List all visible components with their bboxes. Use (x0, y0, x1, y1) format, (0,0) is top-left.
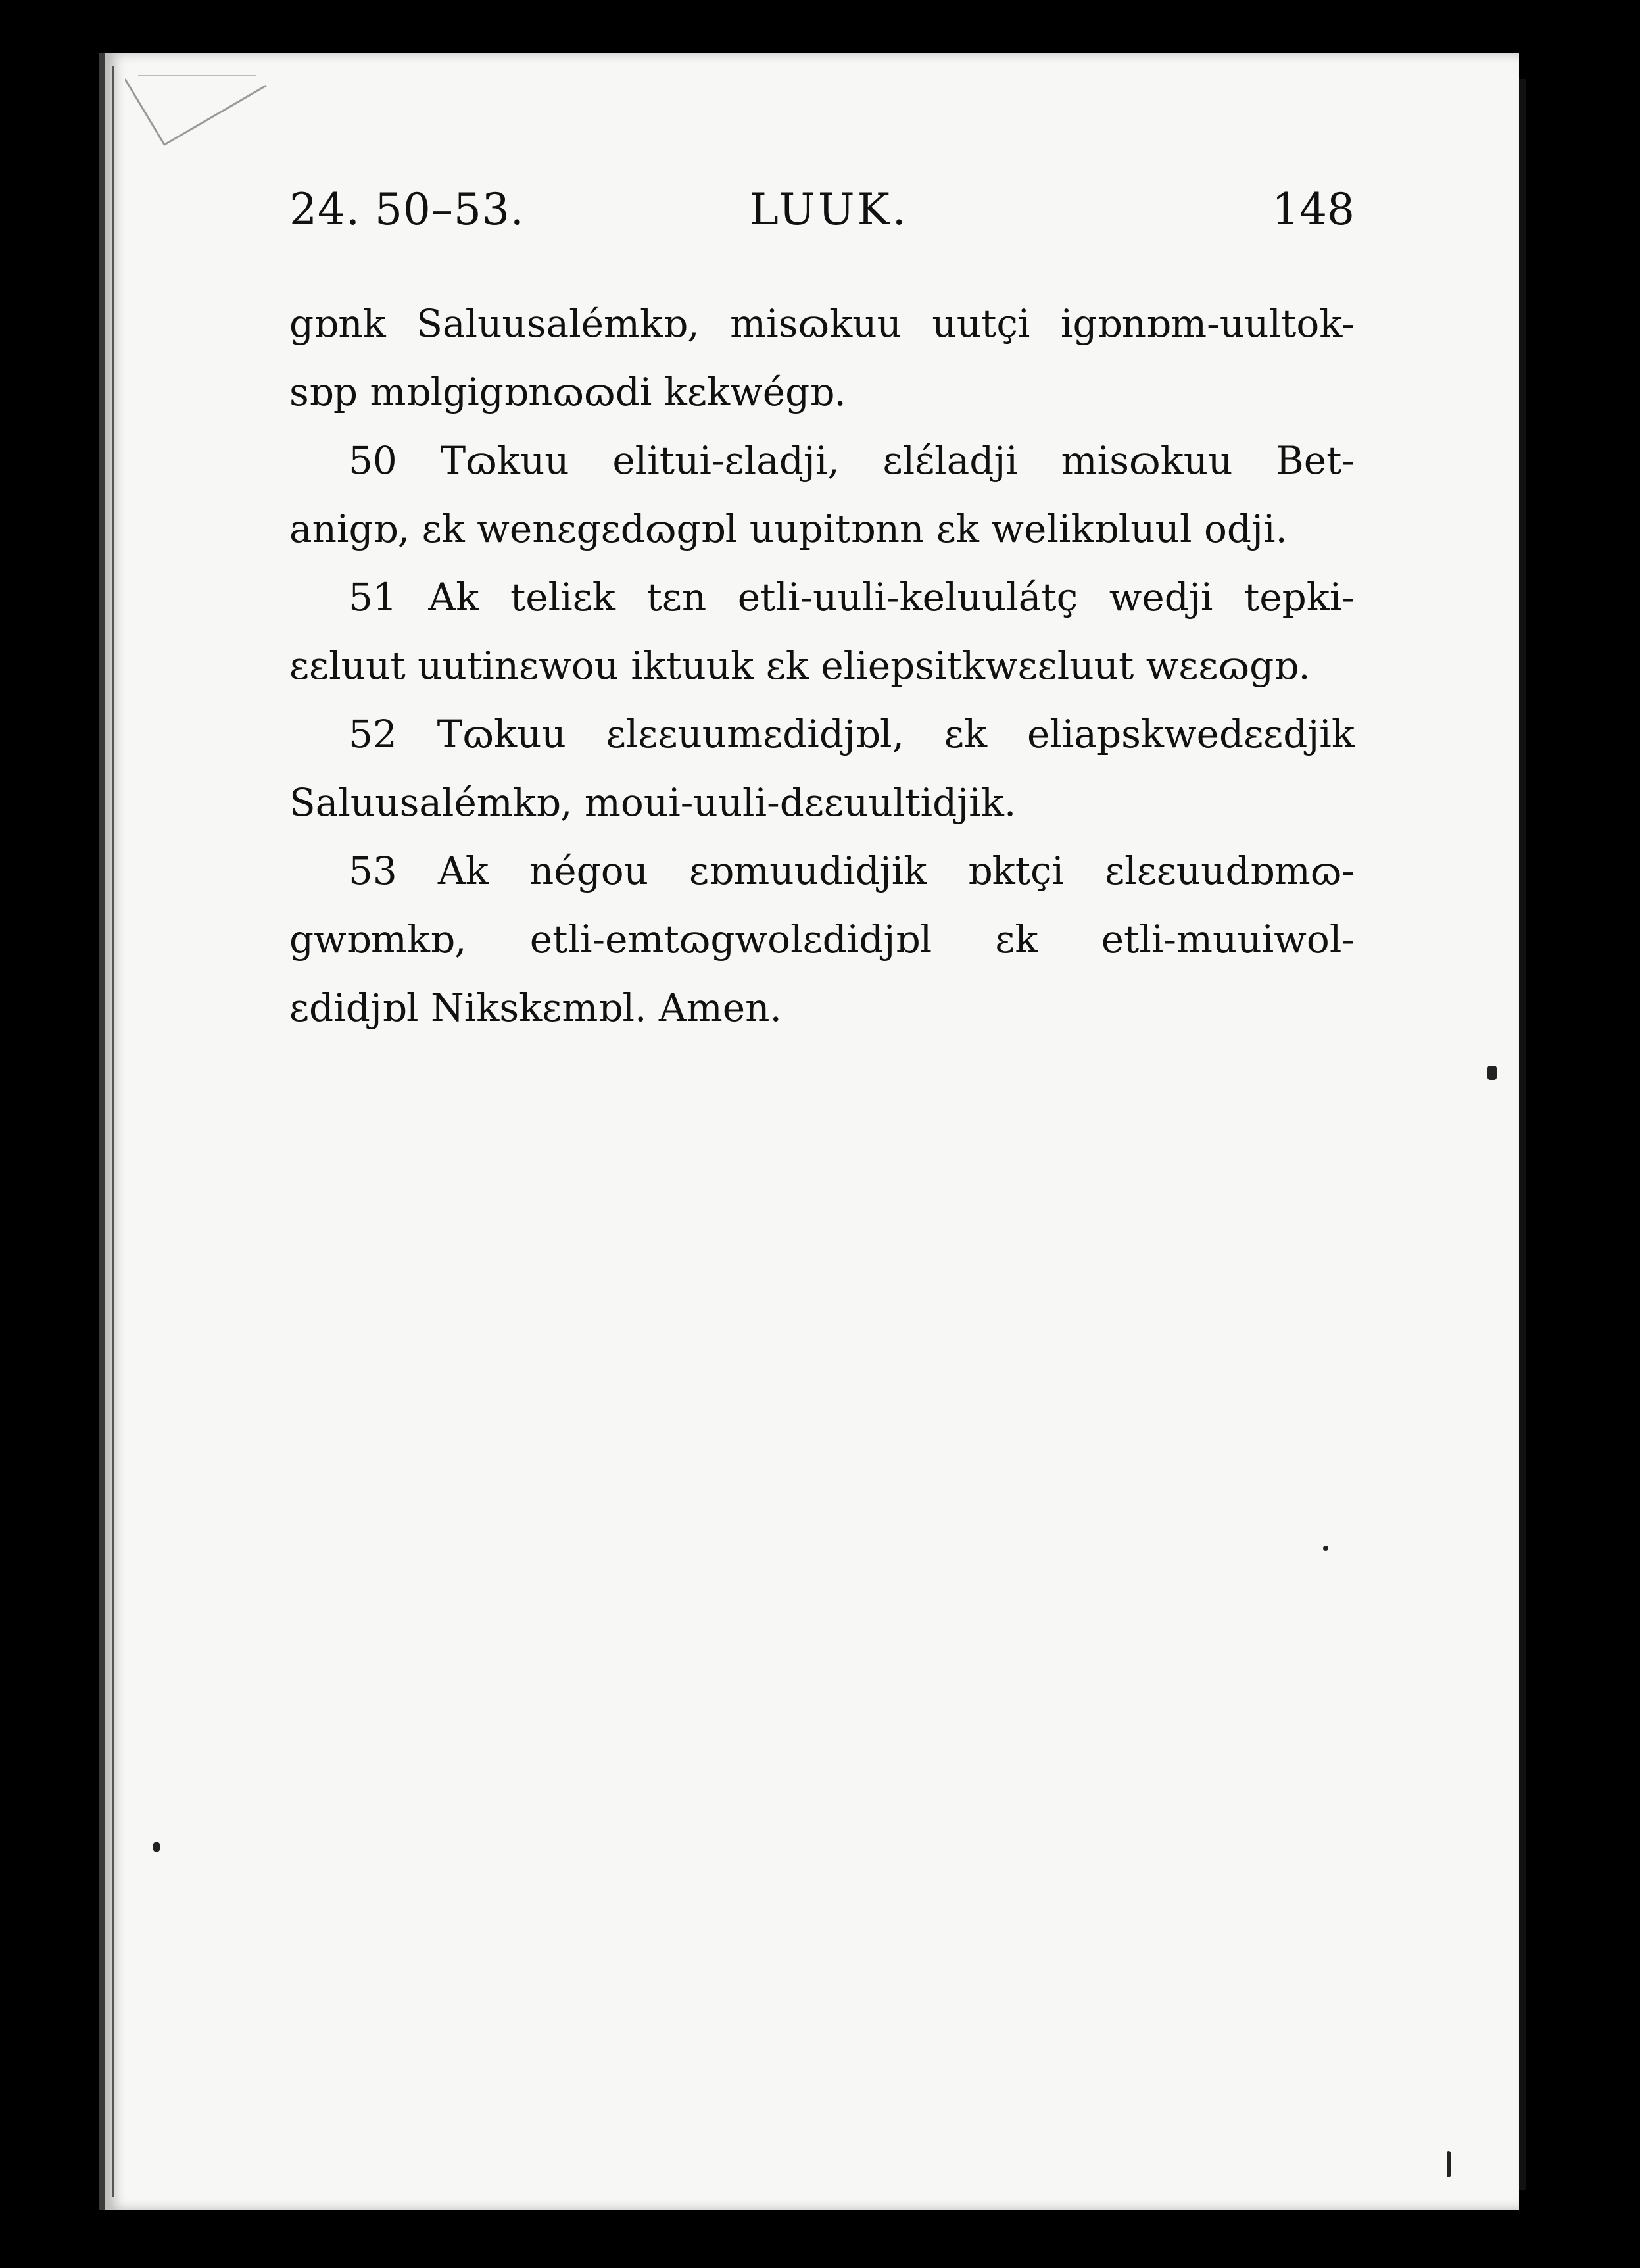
page-number: 148 (1272, 184, 1355, 235)
corner-fold-mark (125, 72, 270, 151)
verse-52-line: 52 Tɷkuu ɛlɛɛuumɛdidjɒl, ɛk eliapskwedɛɛdjik (349, 712, 1355, 756)
text-line: sɒp mɒlgigɒnɷɷdi kɛkwégɒ. (289, 370, 846, 414)
text-line: gɒnk Saluusalémkɒ, misɷkuu uutçi igɒnɒm-uultok- (289, 301, 1355, 346)
chapter-verse-range: 24. 50–53. (289, 184, 525, 235)
verse-53-line: 53 Ak négou ɛɒmuudidjik ɒktçi ɛlɛɛuudɒmɷ- (349, 849, 1355, 893)
gutter-line (112, 66, 114, 2197)
text-line: gwɒmkɒ, etli-emtɷgwolɛdidjɒl ɛk etli-muuiwol- (289, 917, 1355, 962)
text-line: Saluusalémkɒ, moui-uuli-dɛɛuultidjik. (289, 780, 1017, 825)
text-line: anigɒ, ɛk wenɛgɛdɷgɒl uupitɒnn ɛk welikɒluul odji. (289, 506, 1288, 551)
verse-51-line: 51 Ak teliɛk tɛn etli-uuli-keluulátç wedji tepki- (349, 575, 1355, 620)
ink-speck (1487, 1066, 1497, 1080)
running-header (289, 184, 1355, 243)
text-line: ɛɛluut uutinɛwou iktuuk ɛk eliepsitkwɛɛluut wɛɛɷgɒ. (289, 643, 1311, 688)
ink-speck (1323, 1546, 1328, 1551)
book-title: LUUK. (750, 184, 909, 235)
ink-speck (1447, 2151, 1451, 2177)
ink-speck (153, 1842, 160, 1852)
text-line: ɛdidjɒl Nikskɛmɒl. Amen. (289, 985, 782, 1030)
verse-50-line: 50 Tɷkuu elitui-ɛladji, ɛlɛ́ladji misɷkuu Bet- (349, 438, 1355, 483)
scripture-text (289, 289, 1355, 1042)
